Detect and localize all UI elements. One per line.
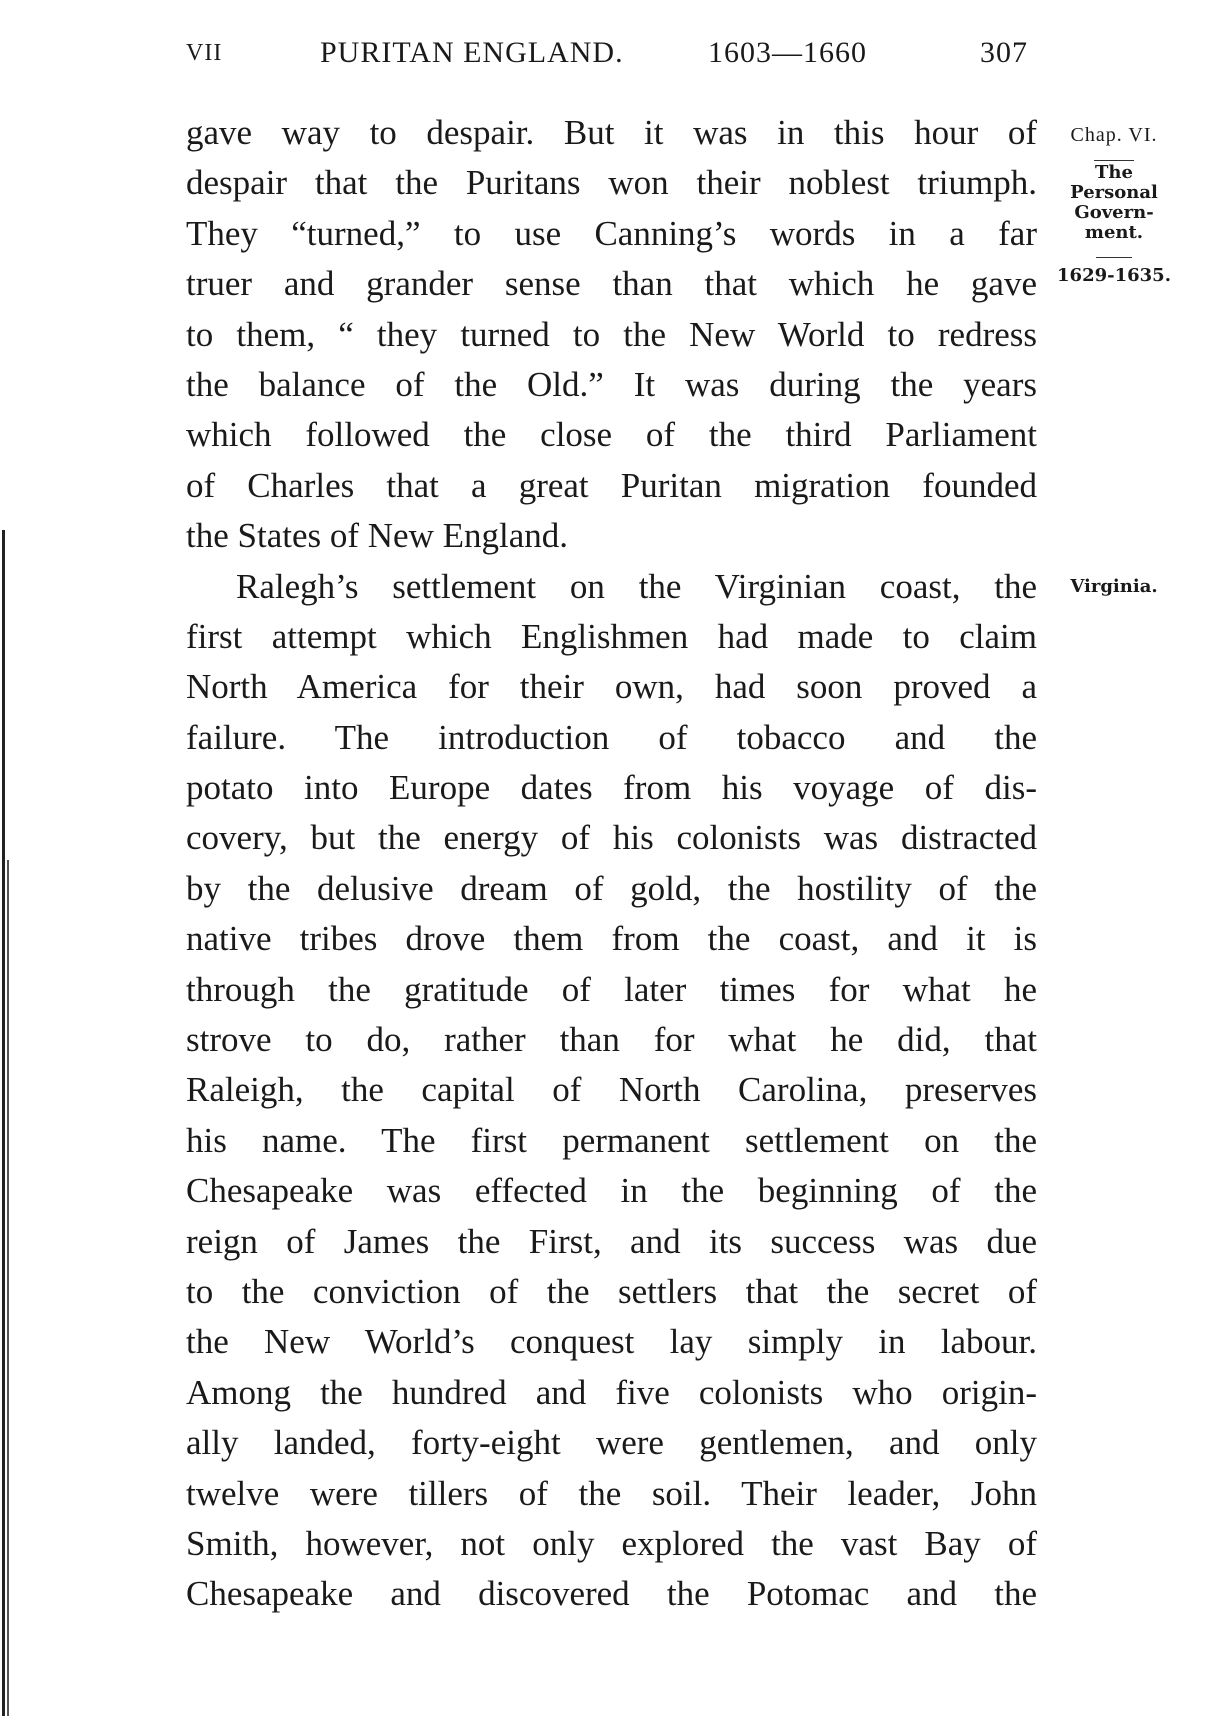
text-line: gave way to despair. But it was in this hour of xyxy=(186,113,1037,152)
text-line: They “turned,” to use Canning’s words in a far xyxy=(186,213,1037,253)
page-binding-edge xyxy=(2,530,5,1716)
text-line: despair that the Puritans won their noblest triumph. xyxy=(186,163,1037,203)
text-line: Chesapeake was effected in the beginning of the xyxy=(186,1171,1037,1211)
running-head-chapter: VII xyxy=(186,40,223,66)
text-line: the States of New England. xyxy=(186,516,568,556)
margin-topic-line: Personal xyxy=(1070,182,1158,203)
running-head xyxy=(186,30,1036,76)
text-line: which followed the close of the third Parliament xyxy=(186,415,1037,455)
text-line: strove to do, rather than for what he did, that xyxy=(186,1020,1037,1060)
text-line: by the delusive dream of gold, the hostility of the xyxy=(186,868,1037,908)
text-line: truer and grander sense than that which he gave xyxy=(186,264,1037,304)
running-head-title: PURITAN ENGLAND. xyxy=(320,36,624,69)
margin-rule xyxy=(1094,160,1134,161)
text-line: twelve were tillers of the soil. Their leader, John xyxy=(186,1473,1037,1513)
text-line: Among the hundred and five colonists who origin- xyxy=(186,1372,1037,1412)
text-line: covery, but the energy of his colonists was distracted xyxy=(186,818,1037,858)
text-line: through the gratitude of later times for what he xyxy=(186,969,1037,1009)
text-line: first attempt which Englishmen had made to claim xyxy=(186,616,1037,656)
text-line: to them, “ they turned to the New World to redress xyxy=(186,314,1037,354)
text-line: Ralegh’s settlement on the Virginian coast, the xyxy=(236,566,1037,606)
page-binding-shadow xyxy=(7,860,9,1716)
margin-chapter-label: Chap. VI. xyxy=(1070,124,1158,146)
text-line: Raleigh, the capital of North Carolina, preserves xyxy=(186,1070,1037,1110)
text-line: to the conviction of the settlers that the secret of xyxy=(186,1271,1037,1311)
margin-topic-virginia: Virginia. xyxy=(1070,576,1158,597)
text-line: his name. The first permanent settlement on the xyxy=(186,1120,1037,1160)
text-line: the New World’s conquest lay simply in labour. xyxy=(186,1322,1037,1362)
text-line: Smith, however, not only explored the vast Bay of xyxy=(186,1523,1037,1563)
margin-dates: 1629-1635. xyxy=(1057,265,1171,286)
main-text xyxy=(186,108,1037,1620)
text-line: ally landed, forty-eight were gentlemen, and only xyxy=(186,1423,1037,1463)
margin-rule xyxy=(1096,257,1132,258)
text-line: reign of James the First, and its success was due xyxy=(186,1221,1037,1261)
text-line: native tribes drove them from the coast, and it is xyxy=(186,919,1037,959)
page-number: 307 xyxy=(980,36,1028,69)
margin-topic-line: The xyxy=(1095,162,1133,183)
text-line: the balance of the Old.” It was during the years xyxy=(186,364,1037,404)
text-line: North America for their own, had soon proved a xyxy=(186,667,1037,707)
text-line: failure. The introduction of tobacco and the xyxy=(186,717,1037,757)
margin-topic-line: ment. xyxy=(1084,222,1144,243)
running-head-dates: 1603—1660 xyxy=(708,36,867,69)
text-line: potato into Europe dates from his voyage of dis- xyxy=(186,768,1037,808)
text-line: Chesapeake and discovered the Potomac and the xyxy=(186,1574,1037,1614)
margin-topic-line: Govern- xyxy=(1074,202,1154,223)
text-line: of Charles that a great Puritan migration founded xyxy=(186,465,1037,505)
